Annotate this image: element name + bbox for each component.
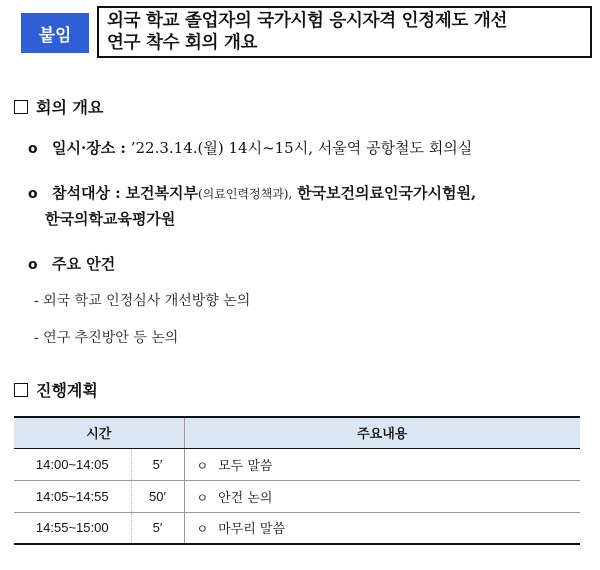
row-duration: 50′ [131,480,184,512]
bullet-icon: o [28,141,38,157]
table-row [14,480,580,512]
agenda-row [28,253,115,274]
schedule-header-row [14,417,580,448]
attendees-main: 보건복지부 [125,184,198,202]
attendees-row [28,182,476,203]
row-content-cell [184,480,580,512]
bullet-icon: o [28,186,38,202]
bullet-icon: ㅇ [196,458,209,473]
bullet-icon: o [28,257,38,273]
title-line-2: 연구 착수 회의 개요 [107,33,258,53]
checkbox-icon [14,383,28,397]
header-content: 주요내용 [184,417,580,448]
bullet-icon: ㅇ [196,522,209,537]
row-time: 14:00~14:05 [14,448,131,480]
row-content-cell [184,448,580,480]
table-row [14,512,580,544]
attendees-sub: (의료인력정책과), [197,187,293,201]
title-line-1: 외국 학교 졸업자의 국가시험 응시자격 인정제도 개선 [107,11,508,31]
datetime-label: 일시·장소 : [52,139,126,157]
attendees-rest: 한국보건의료인국가시험원, [297,184,477,202]
section-plan-title: 진행계획 [36,381,98,400]
attendees-row-2 [45,208,175,229]
section-overview [14,95,103,118]
row-content: 안건 논의 [218,490,273,506]
datetime-row [28,137,472,158]
attendees-label: 참석대상 : [52,184,121,202]
bullet-icon: ㅇ [196,490,209,505]
row-duration: 5′ [131,512,184,544]
document-header [14,6,592,58]
row-time: 14:05~14:55 [14,480,131,512]
agenda-item-2: - 연구 추진방안 등 논의 [34,330,179,346]
checkbox-icon [14,100,28,114]
attendees-line2: 한국의학교육평가원 [45,210,176,228]
table-row [14,448,580,480]
row-content: 모두 말씀 [218,458,273,474]
agenda-item-1: - 외국 학교 인정심사 개선방향 논의 [34,293,251,309]
header-time: 시간 [14,417,184,448]
schedule-table [14,416,580,545]
section-overview-title: 회의 개요 [36,98,104,117]
row-content-cell [184,512,580,544]
agenda-label: 주요 안건 [52,255,116,273]
section-plan [14,378,98,401]
row-content: 마무리 말씀 [218,522,286,538]
attachment-badge: 붙임 [21,13,89,53]
document-title [97,6,592,58]
datetime-value: ’22.3.14.(월) 14시~15시, 서울역 공항철도 회의실 [130,139,473,157]
row-duration: 5′ [131,448,184,480]
row-time: 14:55~15:00 [14,512,131,544]
